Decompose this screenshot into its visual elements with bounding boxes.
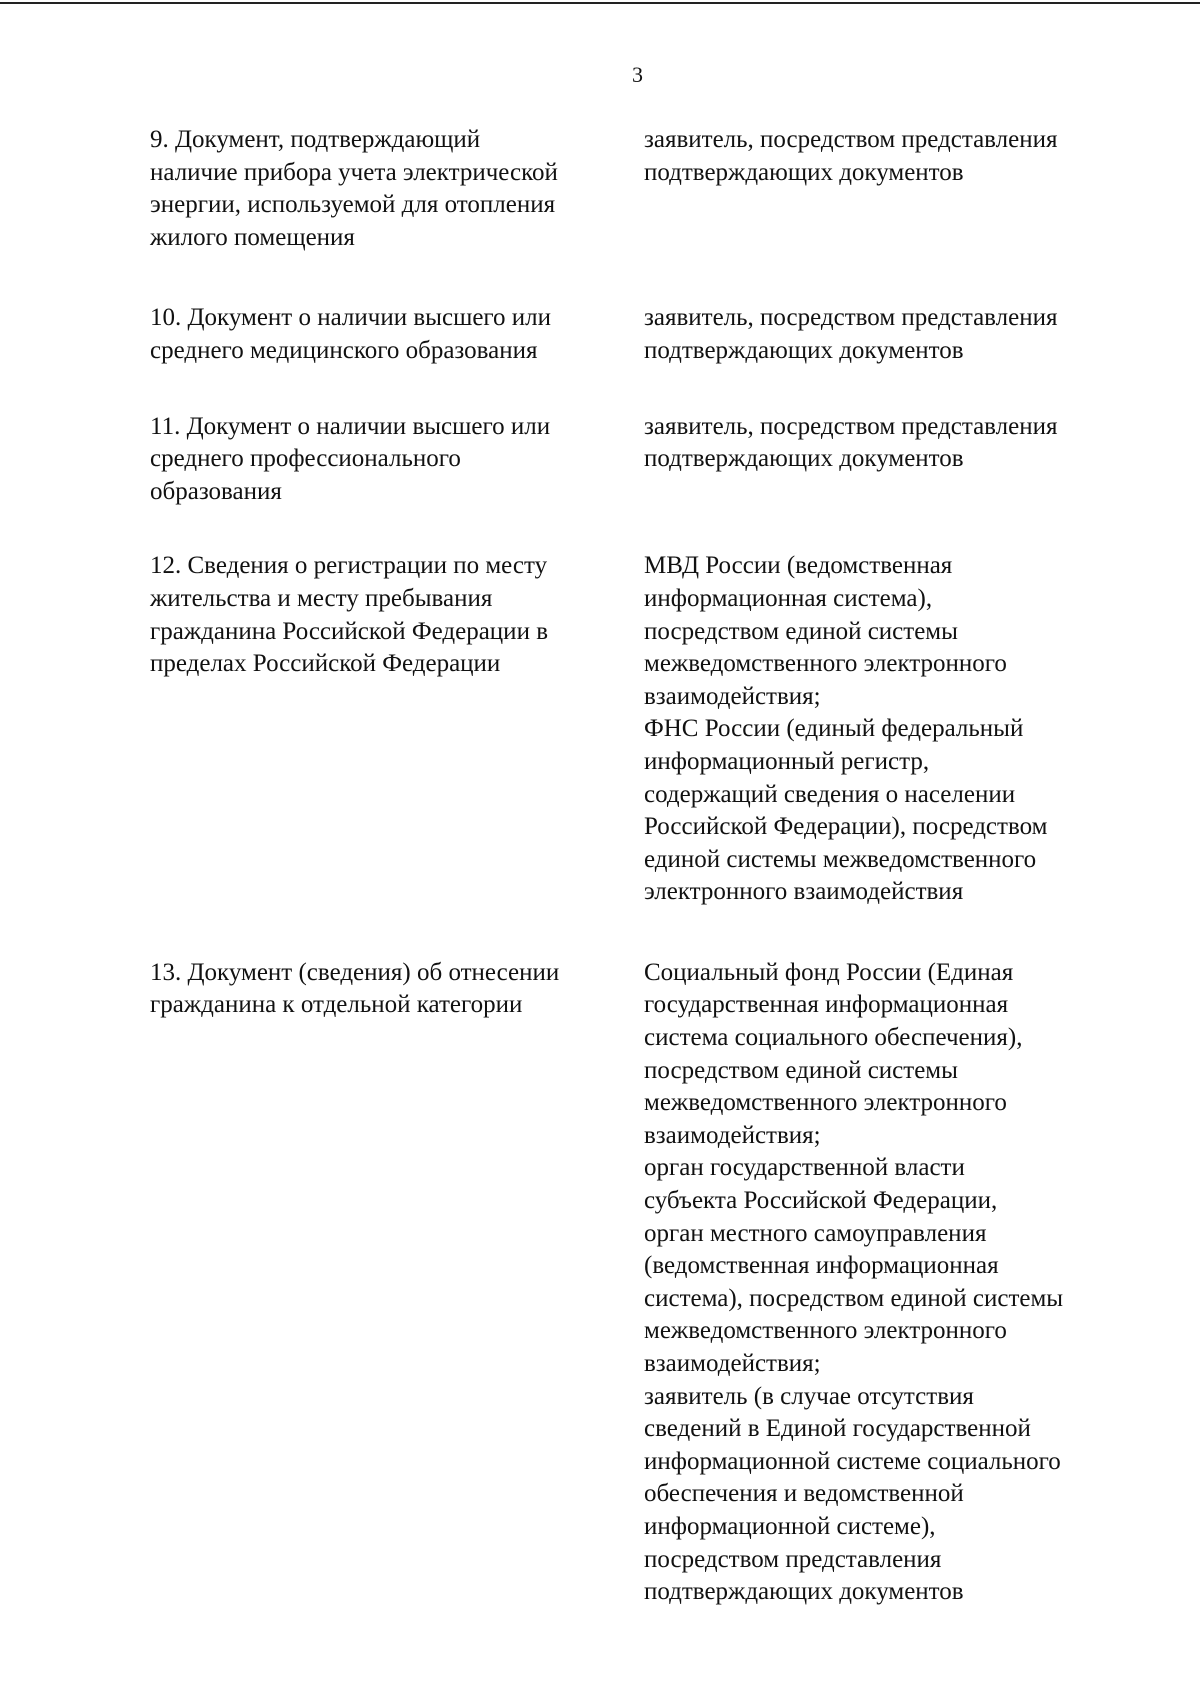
- source-line: Российской Федерации), посредством: [644, 813, 1048, 841]
- document-line: гражданина к отдельной категории: [150, 991, 523, 1019]
- table-row-13: [150, 957, 1130, 1609]
- source-line: информационная система),: [644, 584, 933, 612]
- source-line: подтверждающих документов: [644, 336, 964, 364]
- document-line: жительства и месту пребывания: [150, 584, 493, 612]
- source-line: информационный регистр,: [644, 747, 930, 775]
- document-line: 11. Документ о наличии высшего или: [150, 412, 551, 440]
- source-line: заявитель (в случае отсутствия: [644, 1382, 974, 1410]
- table-row-9: [150, 124, 1130, 254]
- source-line: государственная информационная: [644, 991, 1009, 1019]
- document-line: 10. Документ о наличии высшего или: [150, 304, 552, 332]
- source-line: обеспечения и ведомственной: [644, 1480, 964, 1508]
- source-cell: [644, 302, 1130, 367]
- source-line: подтверждающих документов: [644, 445, 964, 473]
- top-border-line: [0, 2, 1200, 4]
- source-line: субъекта Российской Федерации,: [644, 1187, 998, 1215]
- document-line: образования: [150, 477, 282, 505]
- source-line: орган государственной власти: [644, 1154, 965, 1182]
- document-cell: [150, 550, 644, 680]
- source-line: электронного взаимодействия: [644, 878, 964, 906]
- source-line: ФНС России (единый федеральный: [644, 715, 1024, 743]
- document-cell: [150, 124, 644, 254]
- source-line: подтверждающих документов: [644, 1578, 964, 1606]
- source-line: система социального обеспечения),: [644, 1024, 1023, 1052]
- table-row-12: [150, 550, 1130, 909]
- source-cell: [644, 550, 1130, 909]
- document-line: 13. Документ (сведения) об отнесении: [150, 958, 560, 986]
- source-line: заявитель, посредством представления: [644, 412, 1058, 440]
- source-line: заявитель, посредством представления: [644, 126, 1058, 153]
- source-line: орган местного самоуправления: [644, 1219, 987, 1247]
- document-cell: [150, 302, 644, 367]
- source-line: посредством представления: [644, 1545, 942, 1573]
- document-line: пределах Российской Федерации: [150, 650, 501, 678]
- document-cell: [150, 411, 644, 509]
- source-line: межведомственного электронного: [644, 1317, 1007, 1345]
- source-line: сведений в Единой государственной: [644, 1415, 1031, 1443]
- document-line: среднего медицинского образования: [150, 336, 538, 364]
- page-number: 3: [632, 62, 643, 87]
- document-line: гражданина Российской Федерации в: [150, 617, 548, 645]
- document-line: 9. Документ, подтверждающий: [150, 126, 481, 153]
- document-line: наличие прибора учета электрической: [150, 158, 558, 186]
- source-line: информационной системе социального: [644, 1447, 1061, 1475]
- source-line: система), посредством единой системы: [644, 1284, 1064, 1312]
- table-row-11: [150, 411, 1130, 509]
- source-cell: [644, 411, 1130, 476]
- source-line: взаимодействия;: [644, 682, 821, 710]
- document-line: энергии, используемой для отопления: [150, 191, 556, 219]
- source-line: МВД России (ведомственная: [644, 552, 953, 580]
- documents-table: [150, 124, 1130, 1609]
- source-line: Социальный фонд России (Единая: [644, 958, 1014, 986]
- source-cell: [644, 957, 1130, 1609]
- document-cell: [150, 957, 644, 1022]
- source-line: взаимодействия;: [644, 1121, 821, 1149]
- source-line: (ведомственная информационная: [644, 1252, 999, 1280]
- source-line: посредством единой системы: [644, 617, 958, 645]
- document-line: жилого помещения: [150, 223, 355, 251]
- source-line: содержащий сведения о населении: [644, 780, 1016, 808]
- source-line: взаимодействия;: [644, 1350, 821, 1377]
- document-line: 12. Сведения о регистрации по месту: [150, 552, 548, 580]
- source-cell: [644, 124, 1130, 189]
- source-line: межведомственного электронного: [644, 1089, 1007, 1117]
- source-line: информационной системе),: [644, 1512, 936, 1540]
- document-line: среднего профессионального: [150, 445, 461, 473]
- table-row-10: [150, 302, 1130, 367]
- source-line: межведомственного электронного: [644, 650, 1007, 678]
- source-line: подтверждающих документов: [644, 158, 964, 186]
- source-line: посредством единой системы: [644, 1056, 958, 1084]
- source-line: единой системы межведомственного: [644, 845, 1037, 873]
- source-line: заявитель, посредством представления: [644, 304, 1058, 332]
